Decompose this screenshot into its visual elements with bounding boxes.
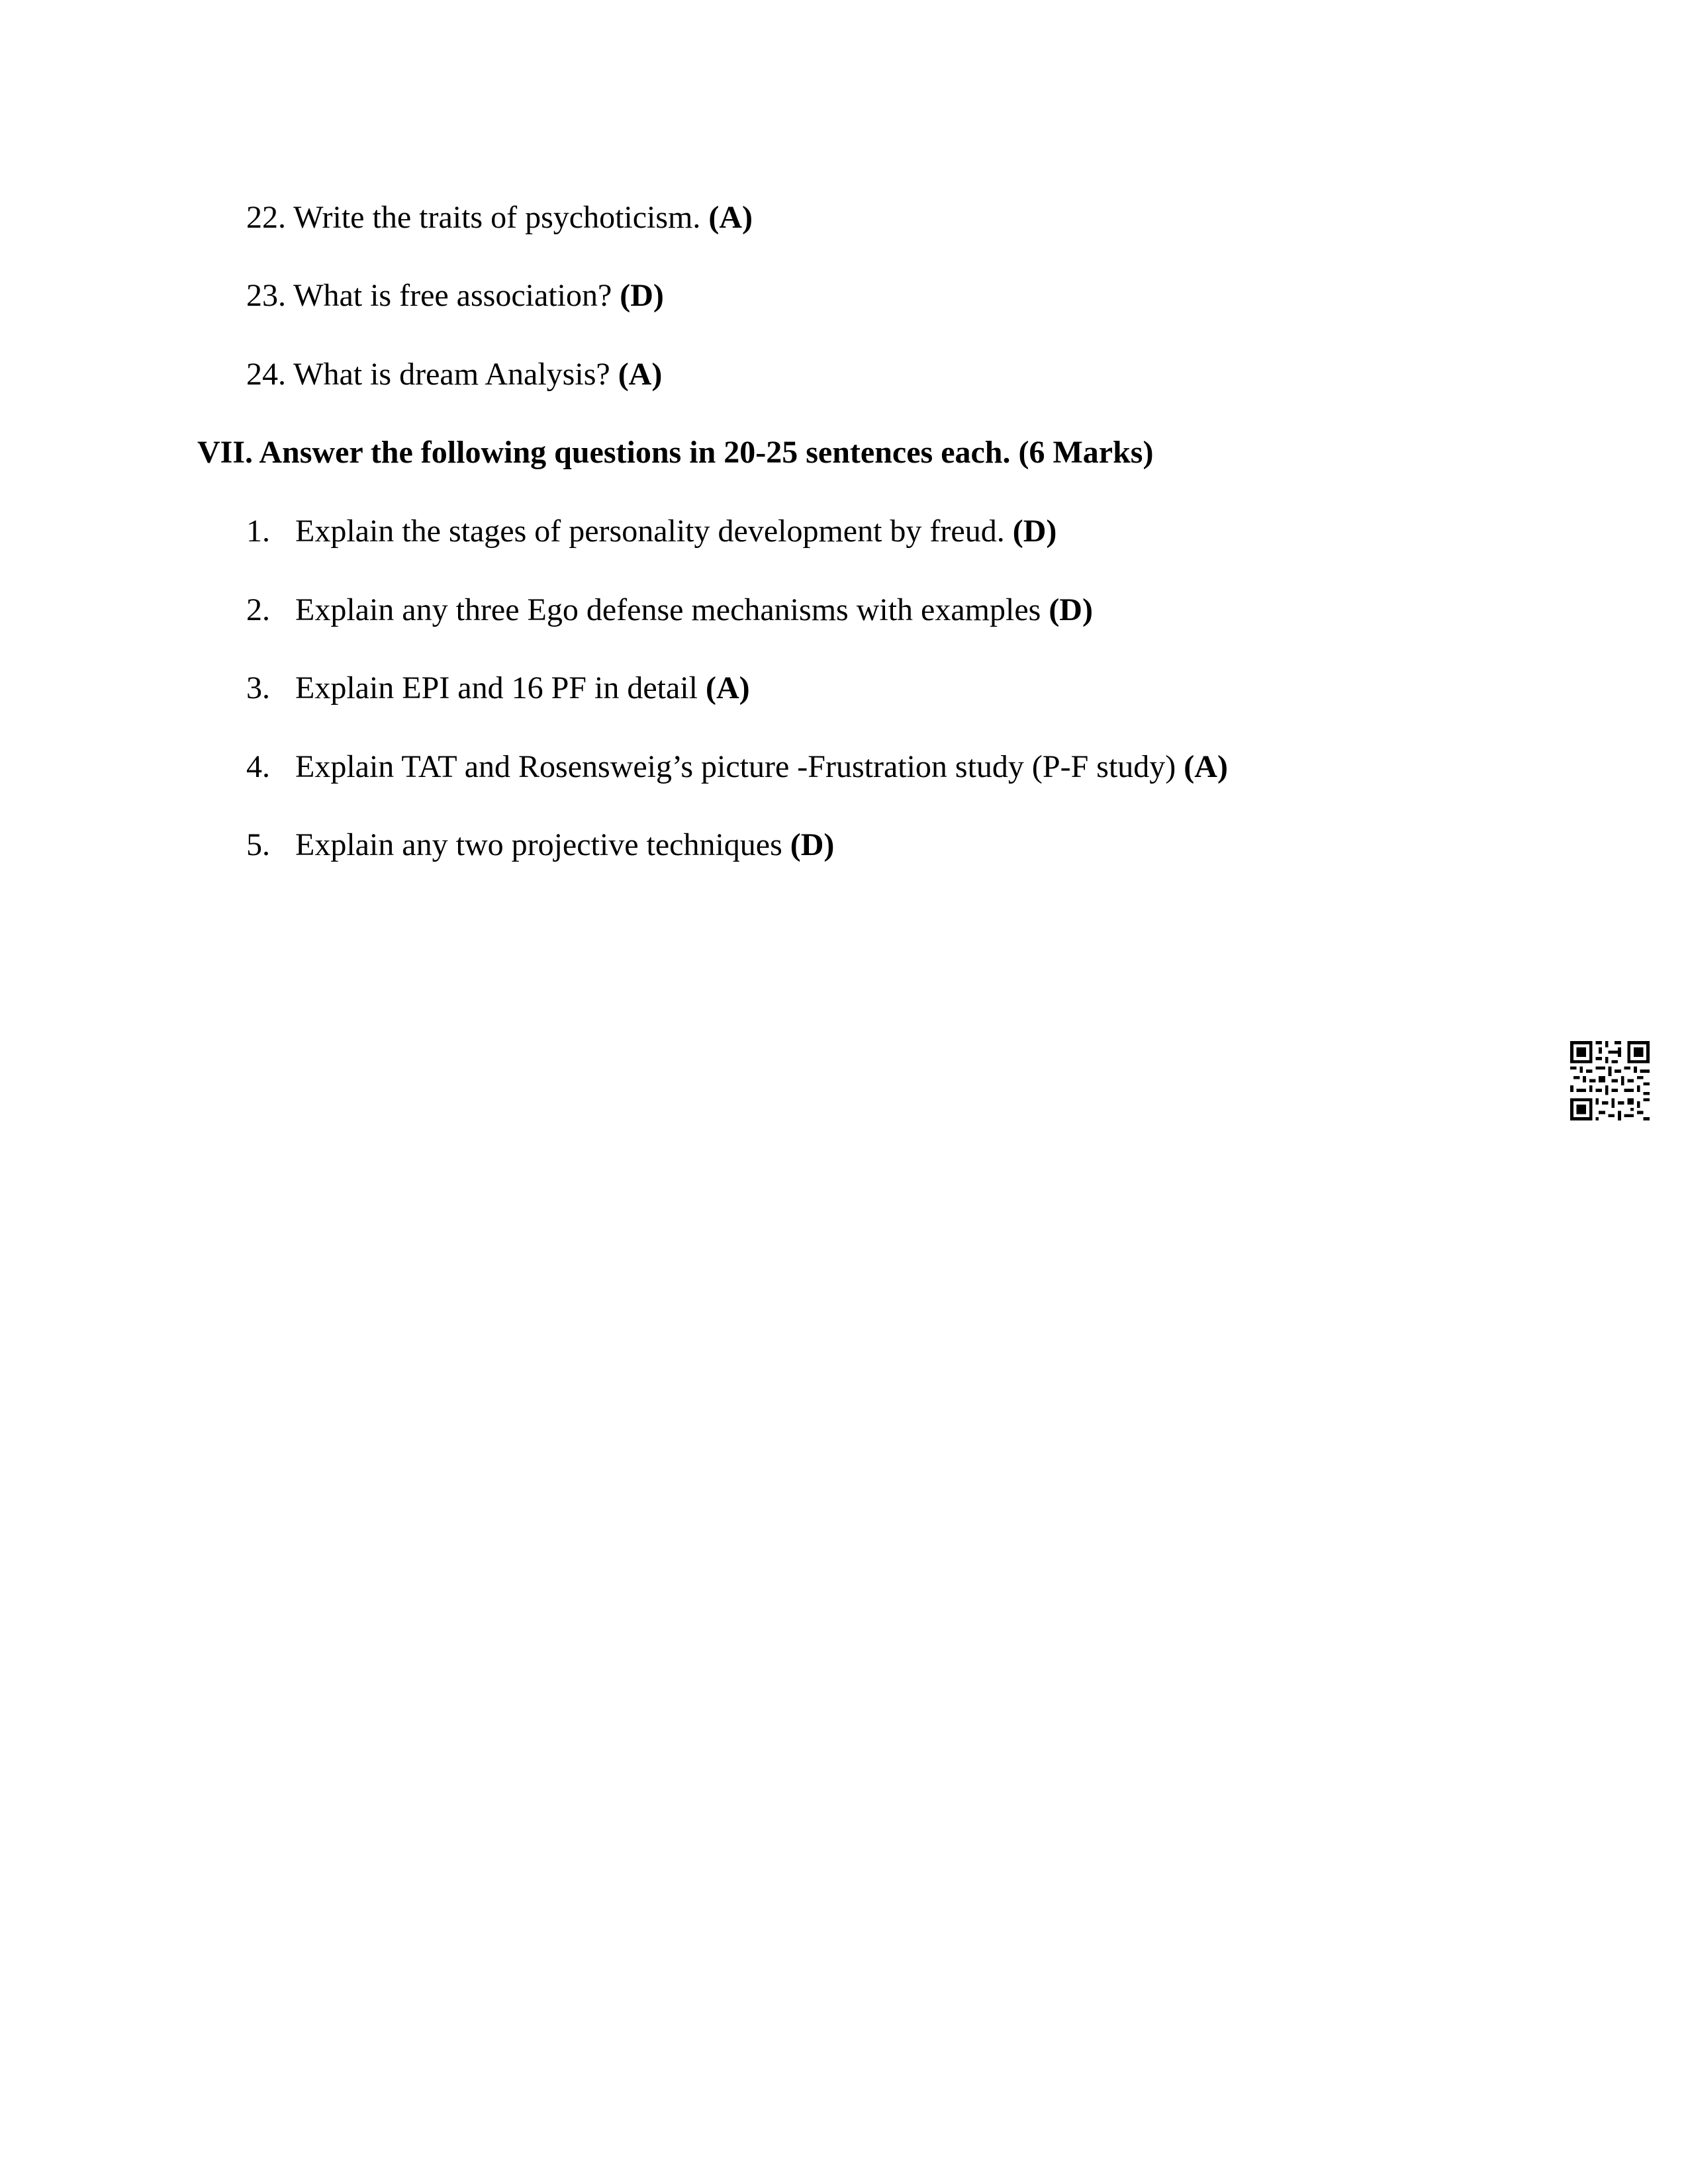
question-text: 23. What is free association? — [246, 278, 612, 313]
difficulty-tag: (A) — [708, 200, 753, 235]
list-item — [295, 591, 1093, 629]
list-item — [295, 669, 750, 707]
difficulty-tag: (A) — [1184, 749, 1228, 784]
difficulty-tag: (A) — [618, 357, 663, 392]
question-text: Explain EPI and 16 PF in detail — [295, 670, 698, 705]
question-text: Explain any two projective techniques — [295, 827, 782, 862]
question-22 — [246, 199, 753, 237]
question-24 — [246, 355, 662, 394]
question-text: 24. What is dream Analysis? — [246, 357, 610, 392]
section-heading: VII. Answer the following questions in 20-25 sentences each. (6 Marks) — [197, 435, 1154, 470]
question-text: 22. Write the traits of psychoticism. — [246, 200, 701, 235]
list-item — [295, 512, 1056, 551]
difficulty-tag: (D) — [790, 827, 835, 862]
qr-code-icon — [1570, 1041, 1650, 1120]
list-number: 3. — [246, 670, 270, 705]
list-number: 4. — [246, 749, 270, 784]
question-text: Explain TAT and Rosensweig’s picture -Frustration study (P-F study) — [295, 749, 1176, 784]
list-number: 2. — [246, 592, 270, 627]
question-23 — [246, 277, 664, 315]
list-number: 1. — [246, 514, 270, 549]
difficulty-tag: (D) — [1012, 514, 1057, 549]
difficulty-tag: (A) — [705, 670, 750, 705]
difficulty-tag: (D) — [1049, 592, 1093, 627]
question-text: Explain the stages of personality development by freud. — [295, 514, 1005, 549]
list-number: 5. — [246, 827, 270, 862]
list-item — [295, 748, 1228, 786]
difficulty-tag: (D) — [620, 278, 664, 313]
list-item — [295, 826, 834, 864]
question-text: Explain any three Ego defense mechanisms with examples — [295, 592, 1041, 627]
